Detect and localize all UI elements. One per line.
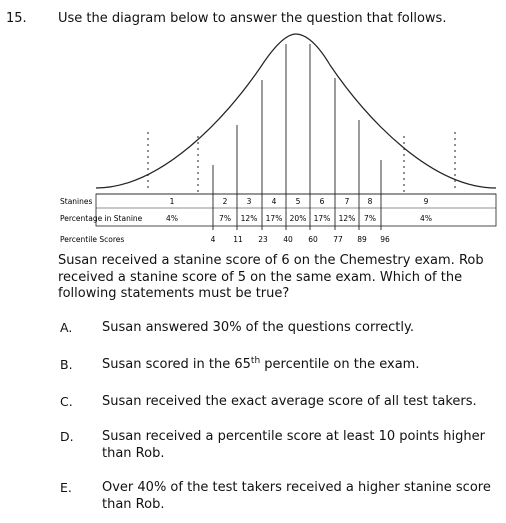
percentile-40: 40 <box>283 235 293 244</box>
stanine-7: 7 <box>344 197 350 206</box>
option-b-superscript: th <box>250 356 261 366</box>
question-stem: Susan received a stanine score of 6 on the Chemestry exam. Rob received a stanine score of 5 on the same exam. Which of the following statements must be true? <box>58 253 484 301</box>
option-e-text[interactable]: Over 40% of the test takers received a higher stanine score than Rob. <box>102 480 491 512</box>
percentage-9: 4% <box>420 214 432 223</box>
stanine-diagram <box>0 0 506 250</box>
row-label-stanines: Stanines <box>60 197 93 206</box>
stanine-5: 5 <box>295 197 301 206</box>
percentile-60: 60 <box>308 235 318 244</box>
percentage-8: 7% <box>364 214 376 223</box>
option-d-text[interactable]: Susan received a percentile score at least 10 points higher than Rob. <box>102 429 485 461</box>
stanine-8: 8 <box>367 197 373 206</box>
option-b-text-before: Susan scored in the 65 <box>102 357 251 372</box>
stanine-2: 2 <box>222 197 228 206</box>
percentage-7: 12% <box>338 214 356 223</box>
option-d-letter[interactable]: D. <box>60 429 74 444</box>
percentile-89: 89 <box>357 235 367 244</box>
stanine-9: 9 <box>423 197 429 206</box>
percentage-4: 17% <box>265 214 283 223</box>
percentile-77: 77 <box>333 235 343 244</box>
stanine-3: 3 <box>246 197 252 206</box>
option-b-letter[interactable]: B. <box>60 357 73 372</box>
percentile-4: 4 <box>210 235 216 244</box>
percentile-96: 96 <box>380 235 390 244</box>
option-c-text[interactable]: Susan received the exact average score of all test takers. <box>102 394 477 409</box>
row-label-percentage: Percentage in Stanine <box>60 214 143 223</box>
normal-curve <box>96 34 496 188</box>
percentage-6: 17% <box>313 214 331 223</box>
percentage-1: 4% <box>166 214 178 223</box>
stanine-4: 4 <box>271 197 277 206</box>
option-a-text[interactable]: Susan answered 30% of the questions correctly. <box>102 320 414 335</box>
option-a-letter[interactable]: A. <box>60 320 73 335</box>
stanine-1: 1 <box>169 197 175 206</box>
row-label-percentile: Percentile Scores <box>60 235 125 244</box>
option-c-letter[interactable]: C. <box>60 394 73 409</box>
percentage-2: 7% <box>219 214 231 223</box>
option-e-letter[interactable]: E. <box>60 480 72 495</box>
percentage-5: 20% <box>289 214 307 223</box>
question-number: 15. <box>6 11 27 26</box>
percentile-23: 23 <box>258 235 268 244</box>
question-prompt: Use the diagram below to answer the question that follows. <box>58 11 447 26</box>
stanine-6: 6 <box>319 197 325 206</box>
percentage-3: 12% <box>240 214 258 223</box>
percentile-11: 11 <box>233 235 243 244</box>
option-b-text[interactable] <box>102 357 497 374</box>
option-b-text-after: percentile on the exam. <box>260 357 420 372</box>
